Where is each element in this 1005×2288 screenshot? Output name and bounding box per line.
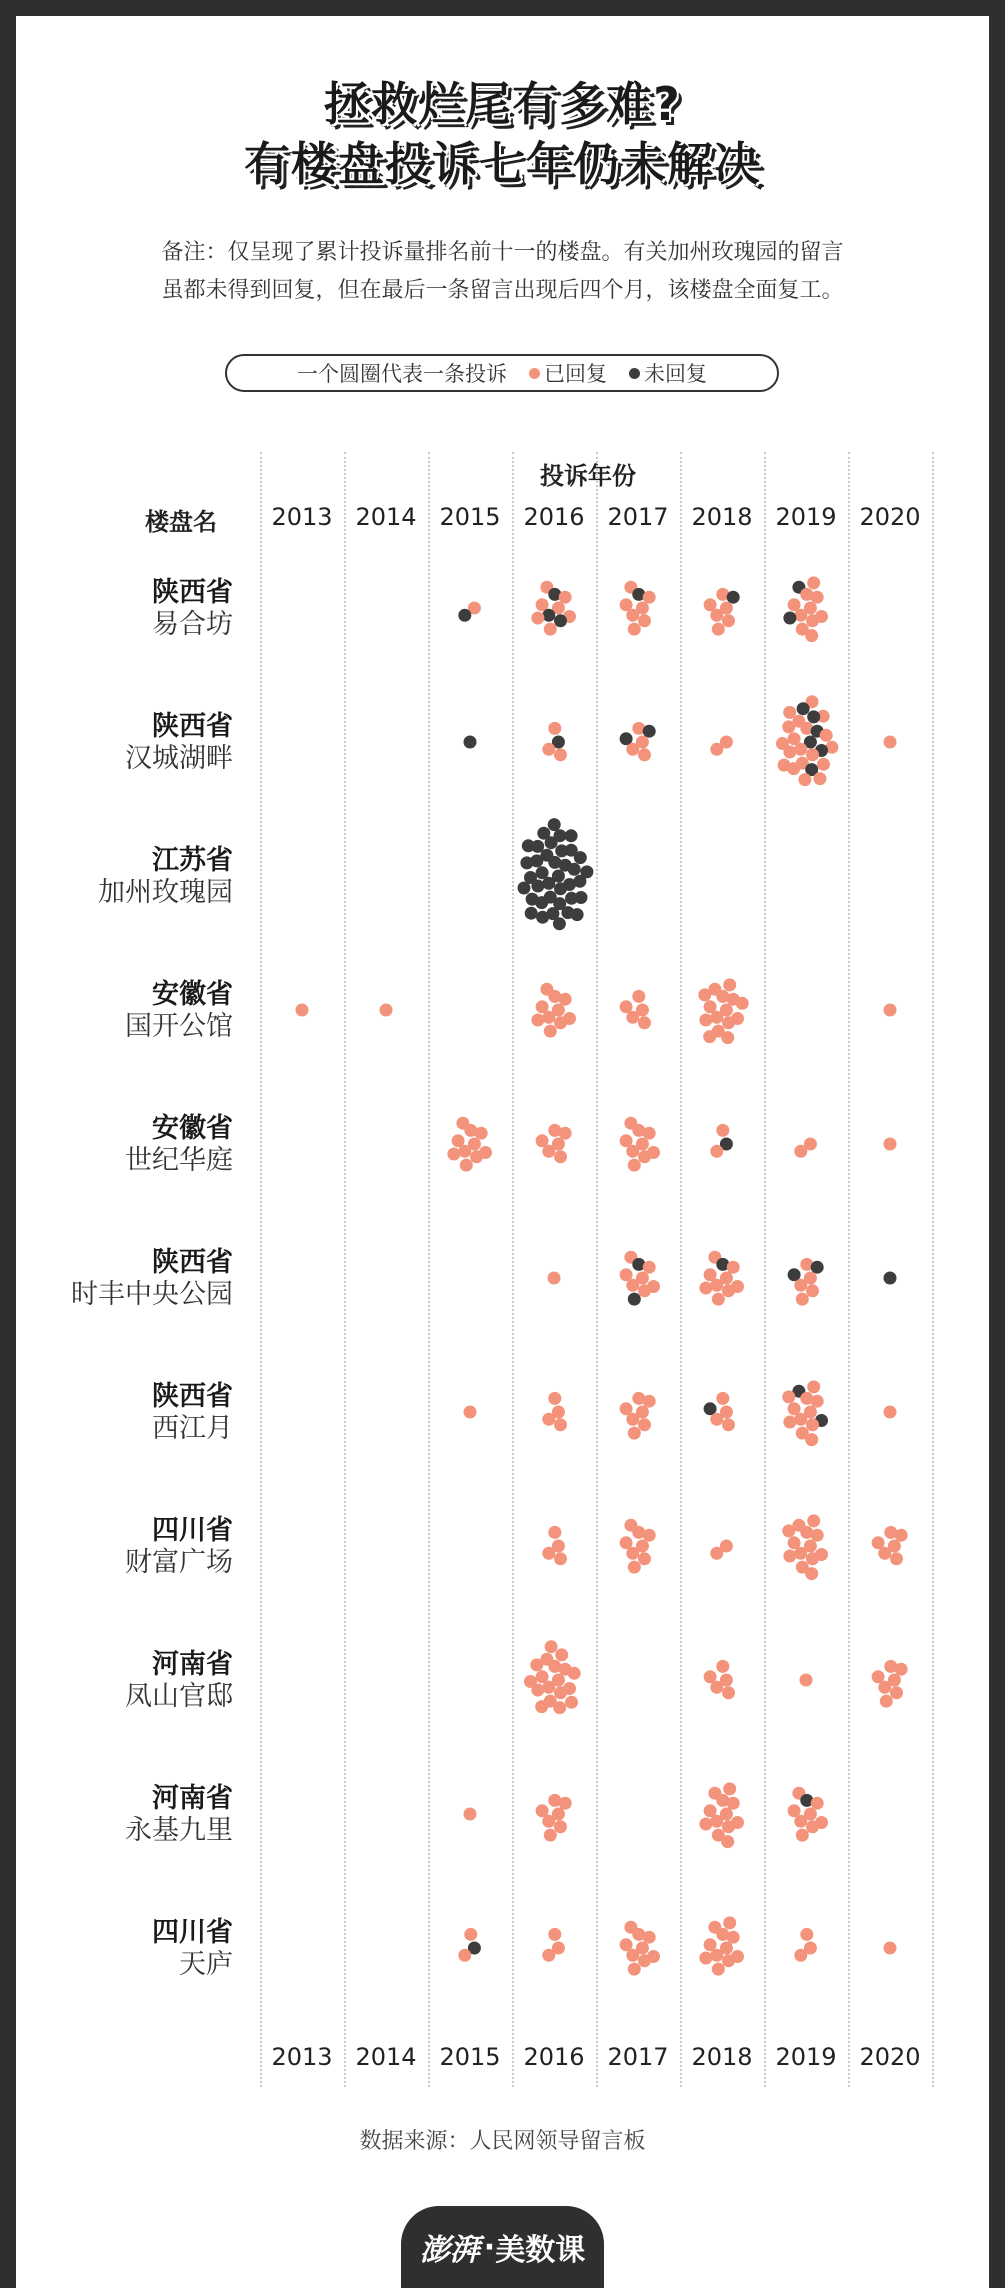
replied-complaint-dot xyxy=(554,1686,567,1699)
replied-complaint-dot xyxy=(794,1279,807,1292)
replied-complaint-dot xyxy=(531,1684,544,1697)
replied-complaint-dot xyxy=(880,1695,893,1708)
replied-complaint-dot xyxy=(807,1380,820,1393)
replied-complaint-dot xyxy=(535,1700,548,1713)
replied-complaint-dot xyxy=(796,1293,809,1306)
replied-complaint-dot xyxy=(721,1031,734,1044)
replied-complaint-dot xyxy=(632,990,645,1003)
replied-complaint-dot xyxy=(554,1418,567,1431)
year-label-bottom-2019: 2019 xyxy=(775,2043,837,2071)
replied-complaint-dot xyxy=(565,1696,578,1709)
title-line-1: 拯救烂尾有多难? xyxy=(324,77,681,131)
replied-complaint-dot xyxy=(638,1284,651,1297)
replied-complaint-dot xyxy=(531,1014,544,1027)
axis-title: 投诉年份 xyxy=(540,462,636,490)
replied-complaint-dot xyxy=(798,773,811,786)
replied-complaint-dot xyxy=(559,591,572,604)
replied-complaint-dot xyxy=(794,1815,807,1828)
year-label-bottom-2018: 2018 xyxy=(691,2043,753,2071)
replied-complaint-dot xyxy=(626,743,639,756)
replied-complaint-dot xyxy=(727,1261,740,1274)
unreplied-complaint-dot xyxy=(542,609,555,622)
row-header: 楼盘名 xyxy=(145,508,217,536)
replied-complaint-dot xyxy=(458,1949,471,1962)
replied-complaint-dot xyxy=(643,1931,656,1944)
replied-complaint-dot xyxy=(723,1782,736,1795)
brand-logo: 澎湃 xyxy=(419,2233,480,2268)
replied-complaint-dot xyxy=(806,1820,819,1833)
unreplied-complaint-dot xyxy=(536,911,549,924)
replied-complaint-dot xyxy=(628,623,641,636)
province-label: 陕西省 xyxy=(152,577,233,608)
replied-complaint-dot xyxy=(806,614,819,627)
replied-complaint-dot xyxy=(638,1418,651,1431)
year-label-top-2019: 2019 xyxy=(775,503,837,531)
replied-complaint-dot xyxy=(716,1124,729,1137)
unreplied-complaint-dot xyxy=(783,612,796,625)
unreplied-complaint-dot xyxy=(884,1272,897,1285)
replied-complaint-dot xyxy=(710,1681,723,1694)
province-label: 四川省 xyxy=(152,1917,233,1948)
replied-complaint-dot xyxy=(638,1552,651,1565)
unreplied-complaint-dot xyxy=(571,908,584,921)
replied-complaint-dot xyxy=(542,1815,555,1828)
replied-complaint-dot xyxy=(554,1150,567,1163)
replied-complaint-dot xyxy=(783,746,796,759)
replied-complaint-dot xyxy=(544,623,557,636)
replied-complaint-dot xyxy=(710,1145,723,1158)
unreplied-complaint-dot xyxy=(464,736,477,749)
replied-complaint-dot xyxy=(712,1963,725,1976)
replied-complaint-dot xyxy=(296,1004,309,1017)
unreplied-complaint-dot xyxy=(727,591,740,604)
province-label: 江苏省 xyxy=(152,845,233,876)
unreplied-complaint-dot xyxy=(811,1261,824,1274)
project-label: 凤山官邸 xyxy=(125,1681,233,1712)
province-label: 陕西省 xyxy=(152,1381,233,1412)
replied-complaint-dot xyxy=(716,1660,729,1673)
year-label-top-2017: 2017 xyxy=(607,503,669,531)
unreplied-complaint-dot xyxy=(554,614,567,627)
replied-complaint-dot xyxy=(470,1150,483,1163)
unreplied-complaint-dot xyxy=(574,851,587,864)
unreplied-complaint-dot xyxy=(807,710,820,723)
replied-complaint-dot xyxy=(710,1949,723,1962)
unreplied-complaint-dot xyxy=(555,844,568,857)
replied-complaint-dot xyxy=(542,1547,555,1560)
replied-complaint-dot xyxy=(643,1529,656,1542)
replied-complaint-dot xyxy=(464,1406,477,1419)
replied-complaint-dot xyxy=(542,1011,555,1024)
replied-complaint-dot xyxy=(817,758,830,771)
replied-complaint-dot xyxy=(890,1552,903,1565)
replied-complaint-dot xyxy=(554,1552,567,1565)
replied-complaint-dot xyxy=(811,1395,824,1408)
unreplied-complaint-dot xyxy=(520,856,533,869)
replied-complaint-dot xyxy=(716,1392,729,1405)
province-label: 陕西省 xyxy=(152,711,233,742)
replied-complaint-dot xyxy=(475,1127,488,1140)
replied-complaint-dot xyxy=(800,1928,813,1941)
replied-complaint-dot xyxy=(643,1395,656,1408)
unreplied-complaint-dot xyxy=(628,1293,641,1306)
note-line-1: 备注：仅呈现了累计投诉量排名前十一的楼盘。有关加州玫瑰园的留言 xyxy=(161,240,844,265)
replied-complaint-dot xyxy=(722,1820,735,1833)
unreplied-complaint-dot xyxy=(531,880,544,893)
replied-complaint-dot xyxy=(626,1547,639,1560)
replied-complaint-dot xyxy=(710,1279,723,1292)
replied-complaint-dot xyxy=(895,1663,908,1676)
replied-complaint-dot xyxy=(782,1524,795,1537)
replied-complaint-dot xyxy=(710,1547,723,1560)
year-label-bottom-2016: 2016 xyxy=(523,2043,585,2071)
unreplied-complaint-dot xyxy=(518,882,531,895)
replied-complaint-dot xyxy=(568,1667,581,1680)
replied-complaint-dot xyxy=(800,1674,813,1687)
replied-complaint-dot xyxy=(380,1004,393,1017)
replied-complaint-dot xyxy=(794,1949,807,1962)
year-label-top-2016: 2016 xyxy=(523,503,585,531)
replied-complaint-dot xyxy=(727,1797,740,1810)
replied-complaint-dot xyxy=(794,743,807,756)
year-label-bottom-2020: 2020 xyxy=(859,2043,921,2071)
replied-complaint-dot xyxy=(722,1016,735,1029)
replied-complaint-dot xyxy=(531,612,544,625)
replied-complaint-dot xyxy=(884,736,897,749)
replied-complaint-dot xyxy=(626,1279,639,1292)
project-label: 永基九里 xyxy=(125,1815,233,1846)
year-label-bottom-2017: 2017 xyxy=(607,2043,669,2071)
replied-complaint-dot xyxy=(805,1567,818,1580)
replied-complaint-dot xyxy=(820,729,833,742)
unreplied-complaint-dot xyxy=(542,877,555,890)
replied-complaint-dot xyxy=(699,1818,712,1831)
year-label-top-2018: 2018 xyxy=(691,503,753,531)
replied-complaint-dot xyxy=(884,1942,897,1955)
brand-name: 美数课 xyxy=(495,2233,586,2268)
project-label: 汉城湖畔 xyxy=(125,743,233,774)
replied-complaint-dot xyxy=(782,720,795,733)
unreplied-complaint-dot xyxy=(565,829,578,842)
project-label: 易合坊 xyxy=(152,609,233,640)
replied-complaint-dot xyxy=(703,1030,716,1043)
replied-complaint-dot xyxy=(638,614,651,627)
project-label: 时丰中央公园 xyxy=(71,1279,233,1310)
replied-complaint-dot xyxy=(542,1413,555,1426)
replied-complaint-dot xyxy=(722,1284,735,1297)
replied-complaint-dot xyxy=(542,1949,555,1962)
replied-complaint-dot xyxy=(548,1928,561,1941)
replied-complaint-dot xyxy=(884,1406,897,1419)
replied-complaint-dot xyxy=(559,1127,572,1140)
unreplied-complaint-dot xyxy=(535,896,548,909)
province-label: 安徽省 xyxy=(152,979,233,1010)
replied-complaint-dot xyxy=(699,1282,712,1295)
replied-complaint-dot xyxy=(884,1004,897,1017)
replied-complaint-dot xyxy=(712,1293,725,1306)
year-label-top-2013: 2013 xyxy=(271,503,333,531)
year-label-top-2020: 2020 xyxy=(859,503,921,531)
replied-complaint-dot xyxy=(555,1648,568,1661)
replied-complaint-dot xyxy=(794,1145,807,1158)
replied-complaint-dot xyxy=(699,1014,712,1027)
replied-complaint-dot xyxy=(548,1526,561,1539)
replied-complaint-dot xyxy=(807,1514,820,1527)
replied-complaint-dot xyxy=(710,609,723,622)
replied-complaint-dot xyxy=(722,1418,735,1431)
replied-complaint-dot xyxy=(638,1954,651,1967)
project-label: 国开公馆 xyxy=(125,1011,233,1042)
replied-complaint-dot xyxy=(794,609,807,622)
replied-complaint-dot xyxy=(805,629,818,642)
legend-replied: 已回复 xyxy=(544,362,607,386)
replied-complaint-dot xyxy=(787,762,800,775)
replied-complaint-dot xyxy=(811,1797,824,1810)
replied-complaint-dot xyxy=(710,1011,723,1024)
replied-complaint-dot xyxy=(548,1272,561,1285)
replied-complaint-dot xyxy=(458,1145,471,1158)
replied-complaint-dot xyxy=(794,1547,807,1560)
replied-complaint-dot xyxy=(638,748,651,761)
replied-complaint-dot xyxy=(542,1145,555,1158)
replied-complaint-dot xyxy=(721,1835,734,1848)
replied-complaint-dot xyxy=(806,1418,819,1431)
replied-complaint-dot xyxy=(643,1127,656,1140)
unreplied-complaint-dot xyxy=(565,892,578,905)
year-label-bottom-2014: 2014 xyxy=(355,2043,417,2071)
replied-complaint-dot xyxy=(548,1392,561,1405)
replied-complaint-dot xyxy=(626,1413,639,1426)
replied-complaint-dot xyxy=(783,1416,796,1429)
replied-complaint-dot xyxy=(727,1931,740,1944)
project-label: 财富广场 xyxy=(125,1547,233,1578)
replied-complaint-dot xyxy=(806,748,819,761)
data-source: 数据来源：人民网领导留言板 xyxy=(359,2129,646,2154)
replied-complaint-dot xyxy=(643,591,656,604)
replied-complaint-dot xyxy=(626,1949,639,1962)
replied-complaint-dot xyxy=(464,1928,477,1941)
replied-complaint-dot xyxy=(544,1025,557,1038)
unreplied-complaint-dot xyxy=(797,702,810,715)
replied-complaint-dot xyxy=(884,1138,897,1151)
unreplied-complaint-dot xyxy=(525,907,538,920)
replied-complaint-dot xyxy=(811,1529,824,1542)
project-label: 加州玫瑰园 xyxy=(98,877,233,908)
replied-complaint-dot xyxy=(722,1686,735,1699)
unreplied-complaint-dot xyxy=(554,882,567,895)
project-label: 西江月 xyxy=(152,1413,233,1444)
replied-complaint-dot xyxy=(794,1413,807,1426)
replied-complaint-dot xyxy=(628,1427,641,1440)
replied-complaint-dot xyxy=(530,1658,543,1671)
replied-complaint-dot xyxy=(545,1640,558,1653)
replied-complaint-dot xyxy=(544,1829,557,1842)
province-label: 陕西省 xyxy=(152,1247,233,1278)
replied-complaint-dot xyxy=(542,1681,555,1694)
replied-complaint-dot xyxy=(895,1529,908,1542)
replied-complaint-dot xyxy=(628,1561,641,1574)
replied-complaint-dot xyxy=(782,1390,795,1403)
province-label: 河南省 xyxy=(152,1783,233,1814)
replied-complaint-dot xyxy=(638,1016,651,1029)
brand-tab: 澎湃 · 美数课 xyxy=(401,2206,604,2288)
replied-complaint-dot xyxy=(548,722,561,735)
replied-complaint-dot xyxy=(890,1686,903,1699)
year-label-top-2015: 2015 xyxy=(439,503,501,531)
replied-complaint-dot xyxy=(710,1815,723,1828)
replied-complaint-dot xyxy=(698,988,711,1001)
replied-complaint-dot xyxy=(811,591,824,604)
replied-complaint-dot xyxy=(723,1916,736,1929)
project-label: 天庐 xyxy=(179,1949,233,1980)
replied-complaint-dot xyxy=(464,1808,477,1821)
replied-complaint-dot xyxy=(626,609,639,622)
replied-complaint-dot xyxy=(712,623,725,636)
year-label-bottom-2013: 2013 xyxy=(271,2043,333,2071)
replied-complaint-dot xyxy=(806,1284,819,1297)
legend-per-dot: 一个圆圈代表一条投诉 xyxy=(297,362,507,386)
province-label: 四川省 xyxy=(152,1515,233,1546)
unreplied-complaint-dot xyxy=(553,917,566,930)
replied-complaint-dot xyxy=(813,772,826,785)
province-label: 安徽省 xyxy=(152,1113,233,1144)
replied-complaint-dot xyxy=(699,1952,712,1965)
project-label: 世纪华庭 xyxy=(125,1145,233,1176)
replied-complaint-dot xyxy=(554,1016,567,1029)
replied-complaint-dot xyxy=(722,614,735,627)
replied-complaint-dot xyxy=(626,1011,639,1024)
replied-complaint-dot xyxy=(626,1145,639,1158)
unreplied-complaint-dot xyxy=(643,725,656,738)
replied-complaint-dot xyxy=(783,1550,796,1563)
replied-complaint-dot xyxy=(559,993,572,1006)
province-label: 河南省 xyxy=(152,1649,233,1680)
replied-complaint-dot xyxy=(643,1261,656,1274)
replied-complaint-dot xyxy=(559,1797,572,1810)
replied-complaint-dot xyxy=(796,1829,809,1842)
replied-complaint-dot xyxy=(554,1820,567,1833)
replied-complaint-dot xyxy=(447,1148,460,1161)
replied-complaint-dot xyxy=(554,748,567,761)
unreplied-complaint-dot xyxy=(545,836,558,849)
replied-complaint-dot xyxy=(806,1552,819,1565)
year-label-top-2014: 2014 xyxy=(355,503,417,531)
replied-complaint-dot xyxy=(542,743,555,756)
replied-complaint-dot xyxy=(878,1681,891,1694)
replied-complaint-dot xyxy=(807,576,820,589)
replied-complaint-dot xyxy=(553,1701,566,1714)
unreplied-complaint-dot xyxy=(548,818,561,831)
replied-complaint-dot xyxy=(710,743,723,756)
unreplied-complaint-dot xyxy=(568,863,581,876)
replied-complaint-dot xyxy=(736,997,749,1010)
replied-complaint-dot xyxy=(878,1547,891,1560)
year-label-bottom-2015: 2015 xyxy=(439,2043,501,2071)
replied-complaint-dot xyxy=(722,1954,735,1967)
title-line-2: 有楼盘投诉七年仍未解决 xyxy=(244,137,761,191)
replied-complaint-dot xyxy=(638,1150,651,1163)
replied-complaint-dot xyxy=(710,1413,723,1426)
replied-complaint-dot xyxy=(628,1963,641,1976)
replied-complaint-dot xyxy=(628,1159,641,1172)
legend-unreplied: 未回复 xyxy=(644,362,707,386)
replied-complaint-dot xyxy=(805,1433,818,1446)
replied-complaint-dot xyxy=(460,1159,473,1172)
note-line-2: 虽都未得到回复，但在最后一条留言出现后四个月，该楼盘全面复工。 xyxy=(161,278,844,303)
unreplied-complaint-dot xyxy=(458,609,471,622)
replied-complaint-dot xyxy=(723,978,736,991)
